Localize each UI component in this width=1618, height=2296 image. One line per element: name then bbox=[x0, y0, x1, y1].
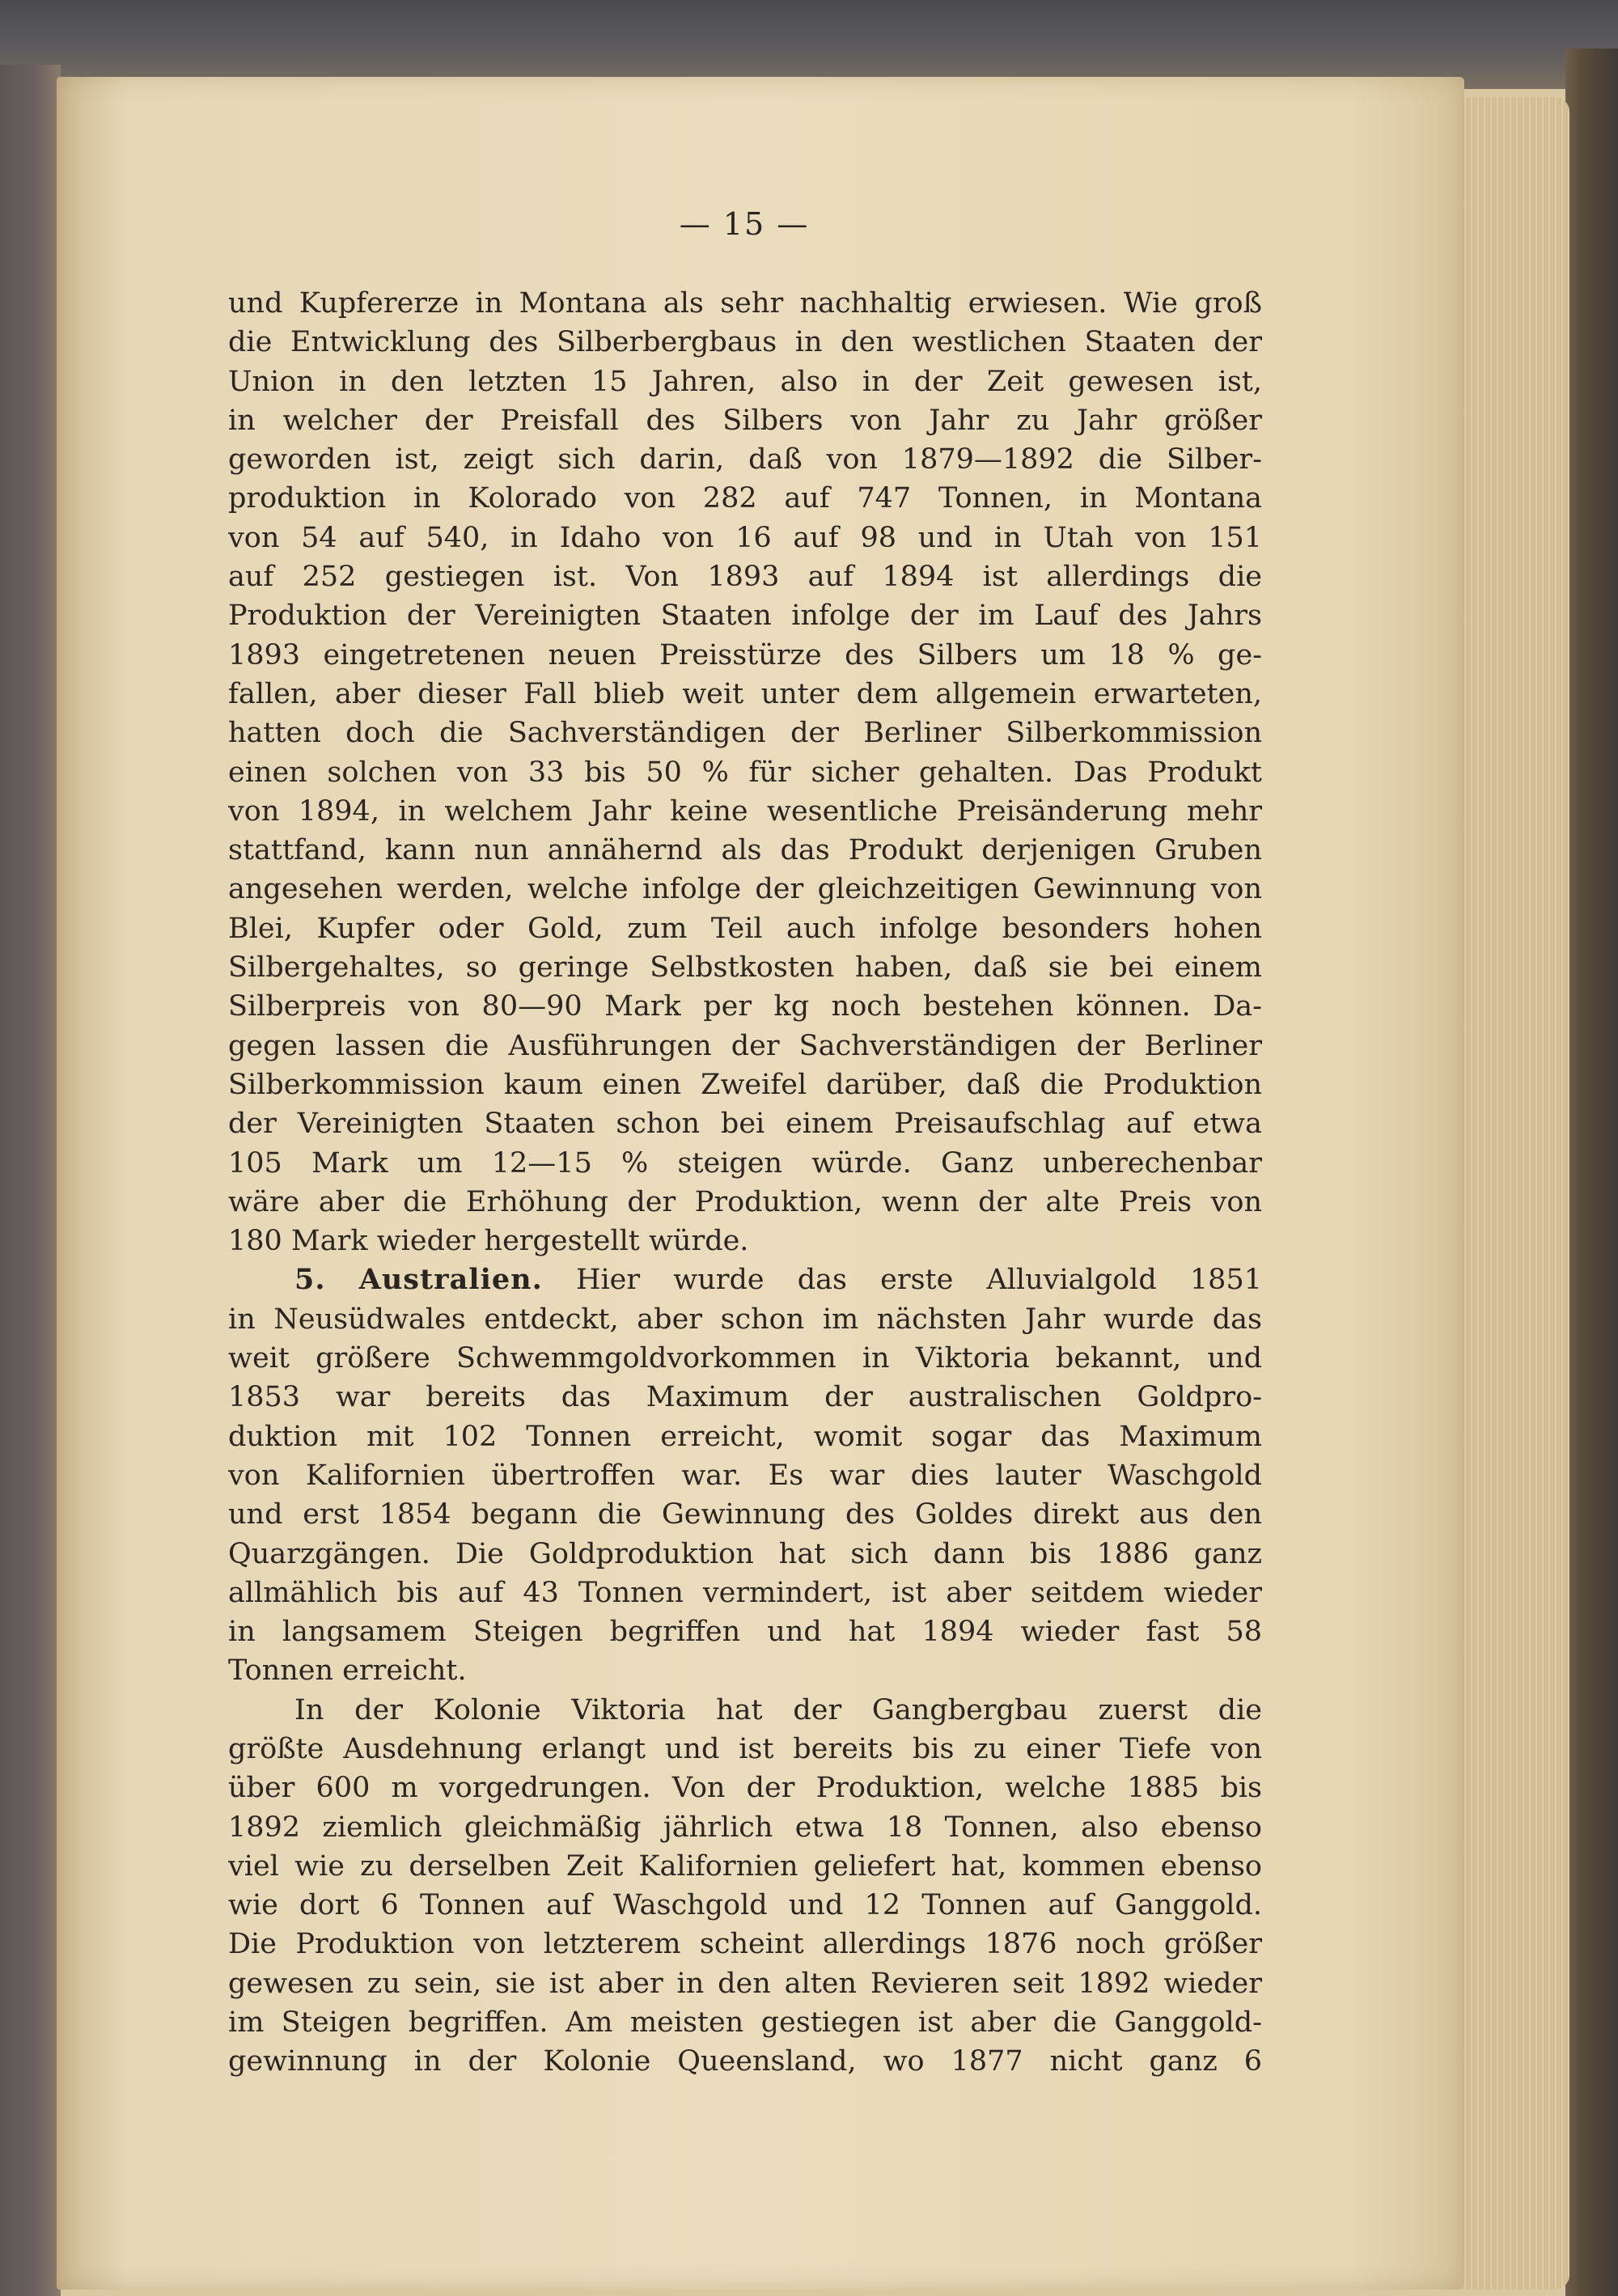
text-line: 180 Mark wieder hergestellt würde. bbox=[228, 1225, 749, 1258]
text-line: wie dort 6 Tonnen auf Waschgold und 12 Tonnen auf Ganggold. bbox=[228, 1889, 1262, 1922]
text-line: viel wie zu derselben Zeit Kalifornien geliefert hat, kommen ebenso bbox=[228, 1849, 1262, 1883]
text-line: die Entwicklung des Silberbergbaus in den westlichen Staaten der bbox=[228, 326, 1262, 359]
text-line: in Neusüdwales entdeckt, aber schon im nächsten Jahr wurde das bbox=[228, 1303, 1262, 1336]
text-line: Silberkommission kaum einen Zweifel darüber, daß die Produktion bbox=[228, 1068, 1262, 1101]
text-line: stattfand, kann nun annähernd als das Produkt derjenigen Gruben bbox=[228, 834, 1262, 867]
text-line: hatten doch die Sachverständigen der Berliner Silberkommission bbox=[228, 717, 1262, 750]
text-line: Tonnen erreicht. bbox=[228, 1654, 467, 1688]
text-line: Union in den letzten 15 Jahren, also in der Zeit gewesen ist, bbox=[228, 365, 1262, 398]
text-line: 1853 war bereits das Maximum der australischen Goldpro- bbox=[228, 1381, 1262, 1414]
text-line: Quarzgängen. Die Goldproduktion hat sich dann bis 1886 ganz bbox=[228, 1537, 1262, 1570]
text-line: fallen, aber dieser Fall blieb weit unter dem allgemein erwarteten, bbox=[228, 677, 1262, 710]
text-line: auf 252 gestiegen ist. Von 1893 auf 1894 ist allerdings die bbox=[228, 561, 1262, 594]
text-line: und erst 1854 begann die Gewinnung des Goldes direkt aus den bbox=[228, 1498, 1262, 1531]
book-cover-right-edge bbox=[1565, 49, 1618, 2296]
text-line: gewesen zu sein, sie ist aber in den alten Revieren seit 1892 wieder bbox=[228, 1967, 1262, 2000]
text-line: 1892 ziemlich gleichmäßig jährlich etwa 18 Tonnen, also ebenso bbox=[228, 1811, 1262, 1844]
section-title: Australien. bbox=[358, 1263, 543, 1297]
book-cover-left-edge bbox=[0, 65, 61, 2296]
text-line: 1893 eingetretenen neuen Preisstürze des Silbers um 18 % ge- bbox=[228, 638, 1262, 671]
text-line: von Kalifornien übertroffen war. Es war dies lauter Waschgold bbox=[228, 1459, 1262, 1492]
page-fore-edge bbox=[1448, 97, 1569, 2290]
text-line: von 1894, in welchem Jahr keine wesentliche Preisänderung mehr bbox=[228, 794, 1262, 828]
text-line: in welcher der Preisfall des Silbers von Jahr zu Jahr größer bbox=[228, 404, 1262, 437]
scan-background-top bbox=[0, 0, 1618, 89]
text-line: von 54 auf 540, in Idaho von 16 auf 98 und in Utah von 151 bbox=[228, 521, 1262, 554]
text-line: geworden ist, zeigt sich darin, daß von 1879—1892 die Silber- bbox=[228, 443, 1262, 477]
text-line: in langsamem Steigen begriffen und hat 1894 wieder fast 58 bbox=[228, 1616, 1262, 1649]
text-line: der Vereinigten Staaten schon bei einem Preisaufschlag auf etwa bbox=[228, 1108, 1262, 1141]
body-text bbox=[228, 284, 1262, 2082]
text-line: Silberpreis von 80—90 Mark per kg noch bestehen können. Da- bbox=[228, 990, 1262, 1023]
book-page bbox=[57, 77, 1464, 2290]
text-line: gegen lassen die Ausführungen der Sachverständigen der Berliner bbox=[228, 1029, 1262, 1062]
text-line: Silbergehaltes, so geringe Selbstkosten haben, daß sie bei einem bbox=[228, 951, 1262, 985]
text-line: Die Produktion von letzterem scheint allerdings 1876 noch größer bbox=[228, 1928, 1262, 1961]
text-line: gewinnung in der Kolonie Queensland, wo 1877 nicht ganz 6 bbox=[228, 2045, 1262, 2078]
text-line: Produktion der Vereinigten Staaten infolge der im Lauf des Jahrs bbox=[228, 599, 1262, 633]
text-line: allmählich bis auf 43 Tonnen vermindert, ist aber seitdem wieder bbox=[228, 1576, 1262, 1609]
text-line: über 600 m vorgedrungen. Von der Produktion, welche 1885 bis bbox=[228, 1772, 1262, 1805]
section-number: 5. bbox=[294, 1263, 326, 1297]
text-line: Blei, Kupfer oder Gold, zum Teil auch infolge besonders hohen bbox=[228, 912, 1262, 945]
text-line: im Steigen begriffen. Am meisten gestiegen ist aber die Ganggold- bbox=[228, 2006, 1262, 2040]
text-line: produktion in Kolorado von 282 auf 747 Tonnen, in Montana bbox=[228, 482, 1262, 515]
text-line: wäre aber die Erhöhung der Produktion, wenn der alte Preis von bbox=[228, 1185, 1262, 1218]
text-run: Hier wurde das erste Alluvialgold 1851 bbox=[575, 1264, 1262, 1297]
page-number: — 15 — bbox=[679, 206, 810, 242]
text-line: größte Ausdehnung erlangt und ist bereits bis zu einer Tiefe von bbox=[228, 1732, 1262, 1765]
text-line: In der Kolonie Viktoria hat der Gangbergbau zuerst die bbox=[294, 1693, 1262, 1726]
text-line: und Kupfererze in Montana als sehr nachhaltig erwiesen. Wie groß bbox=[228, 287, 1262, 320]
text-line: duktion mit 102 Tonnen erreicht, womit sogar das Maximum bbox=[228, 1420, 1262, 1453]
text-line: 105 Mark um 12—15 % steigen würde. Ganz unberechenbar bbox=[228, 1146, 1262, 1180]
text-line: weit größere Schwemmgoldvorkommen in Viktoria bekannt, und bbox=[228, 1342, 1262, 1375]
section-heading-line bbox=[228, 1260, 1262, 1299]
text-line: angesehen werden, welche infolge der gleichzeitigen Gewinnung von bbox=[228, 873, 1262, 906]
text-line: einen solchen von 33 bis 50 % für sicher gehalten. Das Produkt bbox=[228, 756, 1262, 789]
